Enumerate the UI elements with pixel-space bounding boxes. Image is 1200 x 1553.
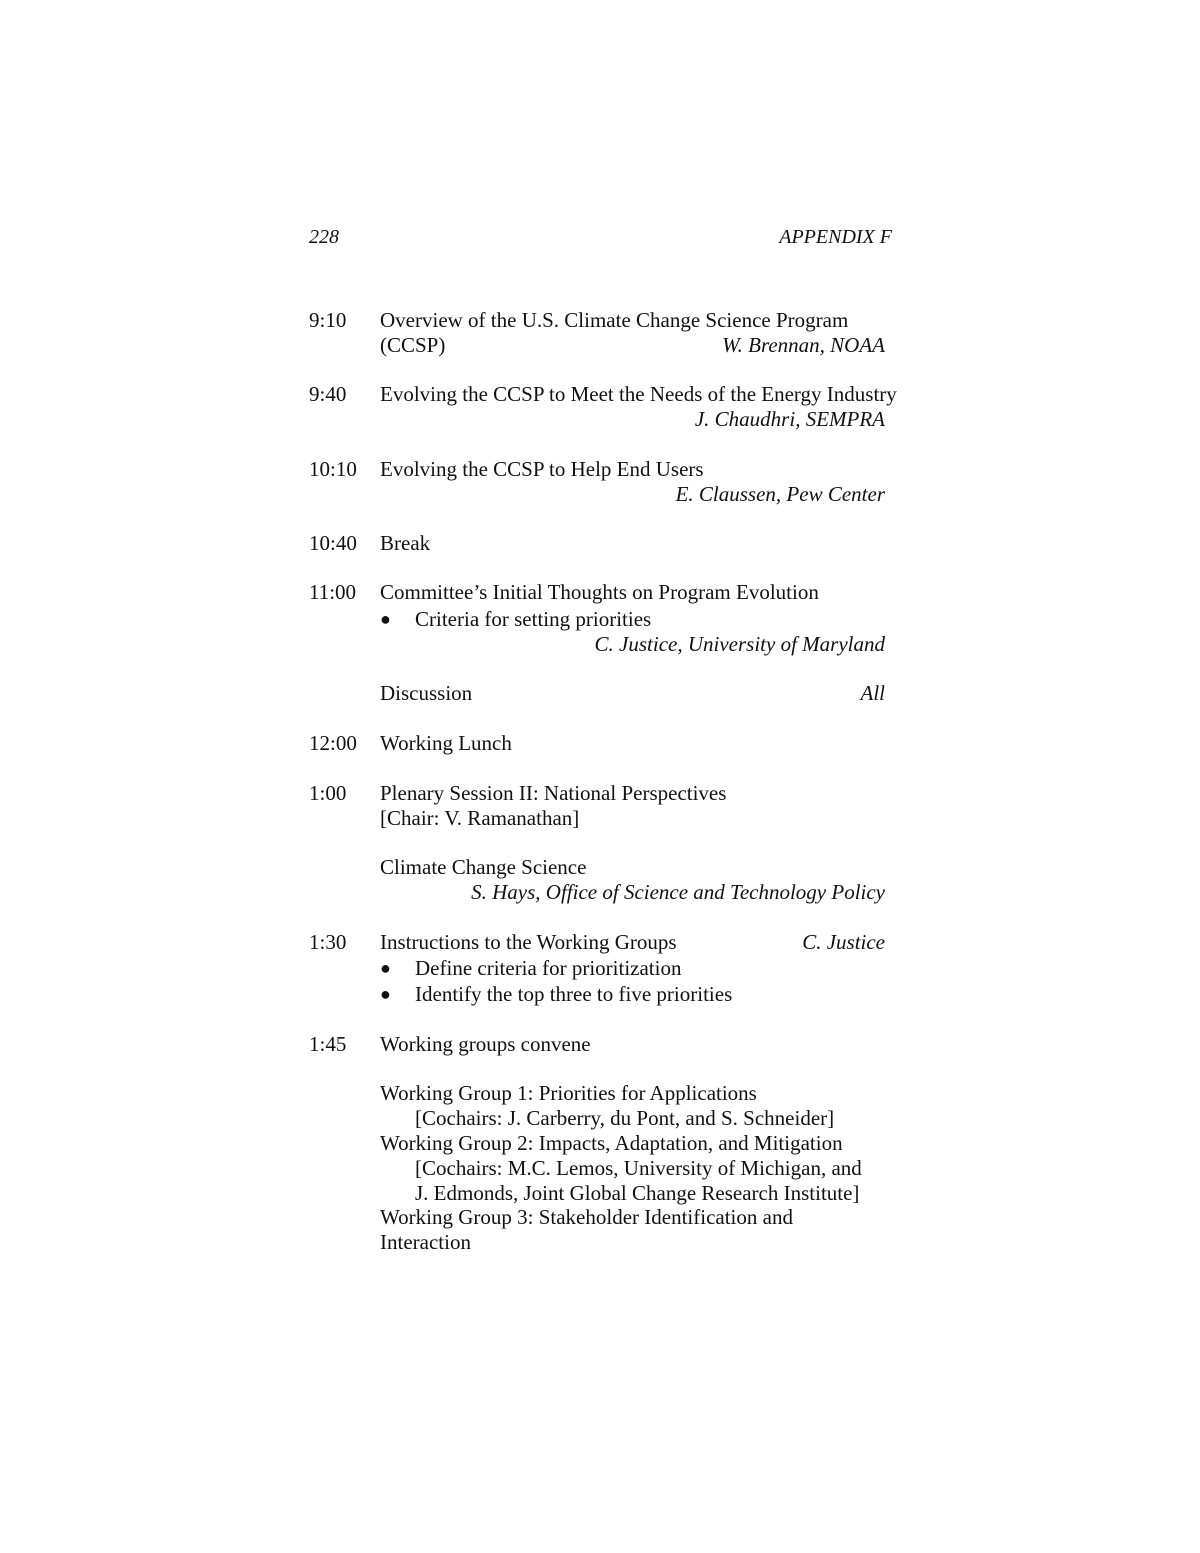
- working-group-1: Working Group 1: Priorities for Applications: [380, 1081, 757, 1105]
- bullet-text: Define criteria for prioritization: [415, 956, 682, 980]
- agenda-time: 1:30: [309, 930, 347, 954]
- discussion-speaker: All: [860, 681, 885, 705]
- agenda-speaker: W. Brennan, NOAA: [722, 333, 885, 357]
- agenda-time: 9:40: [309, 382, 347, 406]
- agenda-speaker: C. Justice, University of Maryland: [594, 632, 885, 656]
- agenda-time: 1:45: [309, 1032, 347, 1056]
- agenda-time: 9:10: [309, 308, 347, 332]
- section-header: APPENDIX F: [779, 226, 892, 248]
- sub-session-title: Climate Change Science: [380, 855, 587, 879]
- working-group-3-continued: Interaction: [380, 1230, 471, 1254]
- working-group-2-chairs: [Cochairs: M.C. Lemos, University of Michigan, and: [415, 1156, 862, 1180]
- bullet-marker: ●: [380, 609, 391, 629]
- agenda-title: Committee’s Initial Thoughts on Program Evolution: [380, 580, 819, 604]
- agenda-title: Instructions to the Working Groups: [380, 930, 677, 954]
- agenda-time: 12:00: [309, 731, 357, 755]
- page-number: 228: [309, 226, 339, 248]
- agenda-speaker: E. Claussen, Pew Center: [675, 482, 885, 506]
- bullet-text: Identify the top three to five priorities: [415, 982, 733, 1006]
- working-group-2-chairs-continued: J. Edmonds, Joint Global Change Research Institute]: [415, 1181, 860, 1205]
- agenda-title: Working Lunch: [380, 731, 512, 755]
- agenda-title: Plenary Session II: National Perspectives: [380, 781, 727, 805]
- discussion-label: Discussion: [380, 681, 473, 705]
- session-chair: [Chair: V. Ramanathan]: [380, 806, 580, 830]
- agenda-speaker: J. Chaudhri, SEMPRA: [694, 407, 885, 431]
- working-group-3: Working Group 3: Stakeholder Identification and: [380, 1205, 793, 1229]
- agenda-title-continued: (CCSP): [380, 333, 446, 357]
- agenda-time: 11:00: [309, 580, 357, 604]
- agenda-title: Evolving the CCSP to Meet the Needs of the Energy Industry: [380, 382, 897, 406]
- agenda-title: Evolving the CCSP to Help End Users: [380, 457, 704, 481]
- agenda-time: 10:40: [309, 531, 357, 555]
- agenda-title: Break: [380, 531, 431, 555]
- bullet-text: Criteria for setting priorities: [415, 607, 652, 631]
- working-group-1-chairs: [Cochairs: J. Carberry, du Pont, and S. Schneider]: [415, 1106, 835, 1130]
- agenda-title: Working groups convene: [380, 1032, 591, 1056]
- bullet-marker: ●: [380, 984, 391, 1004]
- agenda-time: 10:10: [309, 457, 357, 481]
- agenda-time: 1:00: [309, 781, 347, 805]
- bullet-marker: ●: [380, 958, 391, 978]
- agenda-speaker: C. Justice: [802, 930, 885, 954]
- agenda-speaker: S. Hays, Office of Science and Technology Policy: [471, 880, 885, 904]
- agenda-title: Overview of the U.S. Climate Change Science Program: [380, 308, 849, 332]
- working-group-2: Working Group 2: Impacts, Adaptation, and Mitigation: [380, 1131, 843, 1155]
